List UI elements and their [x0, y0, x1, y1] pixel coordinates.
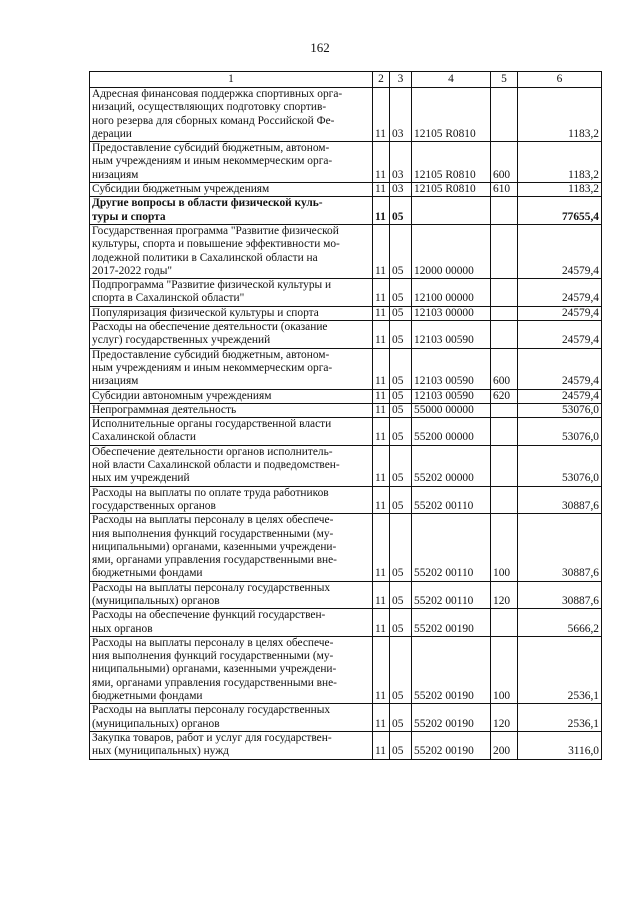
- row-subsection: 05: [390, 389, 412, 403]
- row-section: 11: [373, 486, 390, 514]
- row-amount: 30887,6: [518, 486, 602, 514]
- row-target-article: 55202 00190: [412, 609, 491, 637]
- row-name: Расходы на выплаты персоналу в целях обеспече- ния выполнения функций государственными (му- ниципальными) органами, казенными учреждени- ями, органами управления государственными вне- бюджетными фондами: [90, 514, 373, 581]
- row-expense-type: 600: [491, 348, 518, 389]
- row-target-article: 12103 00590: [412, 321, 491, 349]
- row-target-article: 55202 00190: [412, 636, 491, 703]
- row-expense-type: 200: [491, 731, 518, 759]
- row-name: Субсидии автономным учреждениям: [90, 389, 373, 403]
- row-section: 11: [373, 609, 390, 637]
- row-section: 11: [373, 142, 390, 183]
- row-amount: 5666,2: [518, 609, 602, 637]
- row-subsection: 03: [390, 142, 412, 183]
- row-name: Расходы на выплаты персоналу в целях обеспече- ния выполнения функций государственными (му- ниципальными) органами, казенными учреждени- ями, органами управления государственными вне- бюджетными фондами: [90, 636, 373, 703]
- table-row: [90, 514, 602, 581]
- row-section: 11: [373, 731, 390, 759]
- row-subsection: 05: [390, 514, 412, 581]
- row-section: 11: [373, 224, 390, 278]
- table-row: [90, 403, 602, 417]
- row-section: 11: [373, 348, 390, 389]
- row-name: Расходы на выплаты по оплате труда работников государственных органов: [90, 486, 373, 514]
- row-name: Закупка товаров, работ и услуг для государствен- ных (муниципальных) нужд: [90, 731, 373, 759]
- row-amount: 77655,4: [518, 197, 602, 225]
- row-subsection: 03: [390, 88, 412, 142]
- row-target-article: 55200 00000: [412, 418, 491, 446]
- row-name: Другие вопросы в области физической куль- туры и спорта: [90, 197, 373, 225]
- budget-table: [89, 71, 602, 760]
- row-amount: 30887,6: [518, 514, 602, 581]
- table-row: [90, 704, 602, 732]
- row-name: Расходы на выплаты персоналу государственных (муниципальных) органов: [90, 704, 373, 732]
- row-section: 11: [373, 321, 390, 349]
- row-target-article: 55202 00190: [412, 731, 491, 759]
- row-target-article: 55202 00110: [412, 581, 491, 609]
- row-amount: 2536,1: [518, 636, 602, 703]
- row-name: Подпрограмма "Развитие физической культуры и спорта в Сахалинской области": [90, 279, 373, 307]
- row-subsection: 05: [390, 609, 412, 637]
- row-amount: 1183,2: [518, 88, 602, 142]
- row-expense-type: [491, 306, 518, 320]
- row-target-article: 55202 00190: [412, 704, 491, 732]
- header-col-2: 2: [373, 72, 390, 88]
- row-target-article: 12100 00000: [412, 279, 491, 307]
- row-name: Расходы на обеспечение функций государствен- ных органов: [90, 609, 373, 637]
- row-amount: 53076,0: [518, 418, 602, 446]
- row-section: 11: [373, 418, 390, 446]
- row-expense-type: 100: [491, 514, 518, 581]
- row-target-article: 12103 00590: [412, 348, 491, 389]
- row-amount: 3116,0: [518, 731, 602, 759]
- row-expense-type: [491, 197, 518, 225]
- row-subsection: 05: [390, 224, 412, 278]
- row-section: 11: [373, 403, 390, 417]
- table-row: [90, 348, 602, 389]
- row-section: 11: [373, 581, 390, 609]
- row-name: Непрограммная деятельность: [90, 403, 373, 417]
- table-row: [90, 88, 602, 142]
- row-expense-type: 620: [491, 389, 518, 403]
- row-target-article: [412, 197, 491, 225]
- row-section: 11: [373, 514, 390, 581]
- row-subsection: 05: [390, 197, 412, 225]
- row-amount: 2536,1: [518, 704, 602, 732]
- row-amount: 30887,6: [518, 581, 602, 609]
- row-expense-type: 100: [491, 636, 518, 703]
- row-target-article: 12000 00000: [412, 224, 491, 278]
- row-target-article: 12105 R0810: [412, 183, 491, 197]
- row-section: 11: [373, 279, 390, 307]
- table-row: [90, 306, 602, 320]
- row-expense-type: [491, 486, 518, 514]
- table-row: [90, 183, 602, 197]
- row-target-article: 55202 00000: [412, 445, 491, 486]
- row-name: Предоставление субсидий бюджетным, автоном- ным учреждениям и иным некоммерческим орга- низациям: [90, 142, 373, 183]
- row-subsection: 05: [390, 486, 412, 514]
- row-amount: 24579,4: [518, 279, 602, 307]
- header-col-5: 5: [491, 72, 518, 88]
- row-expense-type: [491, 609, 518, 637]
- row-expense-type: 600: [491, 142, 518, 183]
- row-subsection: 05: [390, 321, 412, 349]
- row-subsection: 05: [390, 348, 412, 389]
- row-subsection: 03: [390, 183, 412, 197]
- table-row: [90, 224, 602, 278]
- table-body: [90, 88, 602, 760]
- table-row: [90, 445, 602, 486]
- table-row: [90, 197, 602, 225]
- row-subsection: 05: [390, 581, 412, 609]
- row-section: 11: [373, 197, 390, 225]
- header-col-6: 6: [518, 72, 602, 88]
- row-amount: 24579,4: [518, 348, 602, 389]
- row-name: Предоставление субсидий бюджетным, автоном- ным учреждениям и иным некоммерческим орга- низациям: [90, 348, 373, 389]
- row-expense-type: 610: [491, 183, 518, 197]
- row-amount: 24579,4: [518, 321, 602, 349]
- row-name: Обеспечение деятельности органов исполнитель- ной власти Сахалинской области и подведомствен- ных им учреждений: [90, 445, 373, 486]
- header-row: [90, 72, 602, 88]
- table-row: [90, 279, 602, 307]
- row-name: Исполнительные органы государственной власти Сахалинской области: [90, 418, 373, 446]
- row-expense-type: [491, 224, 518, 278]
- table-row: [90, 142, 602, 183]
- row-amount: 24579,4: [518, 224, 602, 278]
- row-target-article: 55202 00110: [412, 486, 491, 514]
- row-name: Субсидии бюджетным учреждениям: [90, 183, 373, 197]
- row-section: 11: [373, 704, 390, 732]
- header-col-4: 4: [412, 72, 491, 88]
- page-number: 162: [310, 40, 330, 55]
- row-target-article: 12103 00000: [412, 306, 491, 320]
- row-target-article: 12105 R0810: [412, 142, 491, 183]
- table-row: [90, 486, 602, 514]
- row-amount: 53076,0: [518, 403, 602, 417]
- row-target-article: 55000 00000: [412, 403, 491, 417]
- row-name: Государственная программа "Развитие физической культуры, спорта и повышение эффективности мо- лодежной политики в Сахалинской области на 2017-2022 годы": [90, 224, 373, 278]
- header-col-1: 1: [90, 72, 373, 88]
- table-row: [90, 321, 602, 349]
- row-subsection: 05: [390, 731, 412, 759]
- row-target-article: 12103 00590: [412, 389, 491, 403]
- row-name: Расходы на выплаты персоналу государственных (муниципальных) органов: [90, 581, 373, 609]
- row-amount: 53076,0: [518, 445, 602, 486]
- row-subsection: 05: [390, 445, 412, 486]
- table-row: [90, 581, 602, 609]
- row-section: 11: [373, 306, 390, 320]
- row-subsection: 05: [390, 704, 412, 732]
- table-row: [90, 636, 602, 703]
- table-row: [90, 731, 602, 759]
- row-amount: 1183,2: [518, 142, 602, 183]
- table-row: [90, 389, 602, 403]
- row-expense-type: [491, 88, 518, 142]
- row-target-article: 12105 R0810: [412, 88, 491, 142]
- row-amount: 1183,2: [518, 183, 602, 197]
- row-section: 11: [373, 183, 390, 197]
- row-expense-type: 120: [491, 581, 518, 609]
- row-subsection: 05: [390, 279, 412, 307]
- row-name: Популяризация физической культуры и спорта: [90, 306, 373, 320]
- row-section: 11: [373, 636, 390, 703]
- row-subsection: 05: [390, 403, 412, 417]
- row-section: 11: [373, 88, 390, 142]
- row-subsection: 05: [390, 306, 412, 320]
- row-amount: 24579,4: [518, 306, 602, 320]
- row-subsection: 05: [390, 418, 412, 446]
- table-row: [90, 609, 602, 637]
- row-name: Расходы на обеспечение деятельности (оказание услуг) государственных учреждений: [90, 321, 373, 349]
- row-expense-type: [491, 445, 518, 486]
- row-section: 11: [373, 389, 390, 403]
- header-col-3: 3: [390, 72, 412, 88]
- row-amount: 24579,4: [518, 389, 602, 403]
- row-expense-type: [491, 279, 518, 307]
- row-section: 11: [373, 445, 390, 486]
- row-name: Адресная финансовая поддержка спортивных орга- низаций, осуществляющих подготовку спортив- ного резерва для сборных команд Российской Фе- дерации: [90, 88, 373, 142]
- table-row: [90, 418, 602, 446]
- row-subsection: 05: [390, 636, 412, 703]
- row-expense-type: [491, 418, 518, 446]
- row-expense-type: [491, 321, 518, 349]
- row-expense-type: [491, 403, 518, 417]
- row-expense-type: 120: [491, 704, 518, 732]
- row-target-article: 55202 00110: [412, 514, 491, 581]
